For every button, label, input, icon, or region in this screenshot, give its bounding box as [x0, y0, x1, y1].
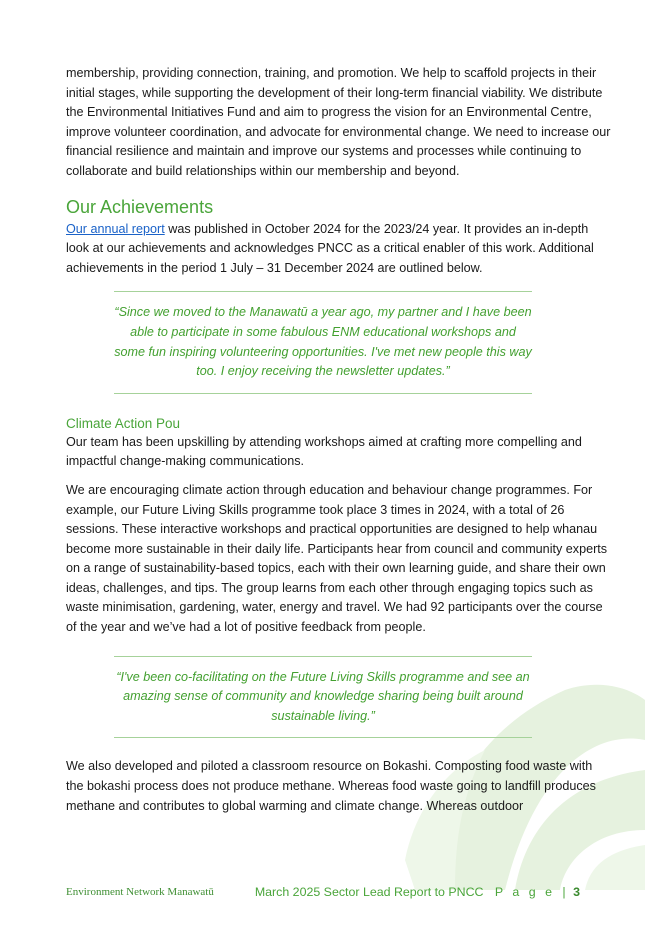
page-number: 3 — [573, 885, 580, 899]
intro-paragraph: membership, providing connection, training, and promotion. We help to scaffold projects in their initial stages, while supporting the development of their long-term financial viability. We distribute the Environmental Initiatives Fund and aim to progress the vision for an Environmental Centre, improve volunteer coordination, and advocate for environmental change. We need to increase our financial resilience and maintain and improve our systems and processes while continuing to collaborate and build relationships within our membership and beyond. — [66, 66, 611, 178]
main-content — [66, 64, 611, 816]
footer-separator: | — [562, 885, 566, 899]
annual-report-link[interactable]: Our annual report — [66, 221, 165, 236]
achievements-heading: Our Achievements — [66, 196, 214, 217]
climate-paragraph-3: We also developed and piloted a classroom resource on Bokashi. Composting food waste with the bokashi process does not produce methane. Whereas food waste going to landfill produces methane and contributes to global warming and climate change. Whereas outdoor — [66, 759, 596, 813]
achievements-body: was published in October 2024 for the 2023/24 year. It provides an in-depth look at our achievements and acknowledges PNCC as a critical enabler of this work. Additional achievements in the period 1 July – 31 December 2024 are outlined below. — [66, 221, 594, 275]
climate-action-heading: Climate Action Pou — [66, 415, 181, 431]
climate-paragraph-2: We are encouraging climate action through education and behaviour change programmes. For example, our Future Living Skills programme took place 3 times in 2024, with a total of 26 sessions. These interactive workshops and practical opportunities are designed to help whanau become more sustainable in their daily life. Participants hear from council and community experts on a range of sustainability-based topics, each with their own learning guide, and share their own ideas, challenges, and tips. The group learns from each other through engaging topics such as waste minimisation, gardening, water, energy and travel. We had 92 participants over the course of the year and we’ve had a lot of positive feedback from people. — [66, 482, 608, 635]
testimonial-quote-2: “I've been co-facilitating on the Future Living Skills programme and see an amazing sense of community and knowledge sharing being built around sustainable living.” — [114, 656, 532, 739]
footer-page-label: P a g e — [494, 885, 555, 899]
footer-report-info — [255, 885, 580, 899]
climate-paragraph-1: Our team has been upskilling by attending workshops aimed at crafting more compelling and impactful change-making communications. — [66, 434, 582, 469]
footer-report-title: March 2025 Sector Lead Report to PNCC — [254, 885, 484, 899]
testimonial-quote-1: “Since we moved to the Manawatū a year ago, my partner and I have been able to participate in some fabulous ENM educational workshops and some fun inspiring volunteering opportunities. I've met new people this way too. I enjoy receiving the newsletter updates.” — [114, 291, 532, 393]
achievements-paragraph — [66, 220, 611, 279]
footer-org-name: Environment Network Manawatū — [66, 886, 214, 898]
